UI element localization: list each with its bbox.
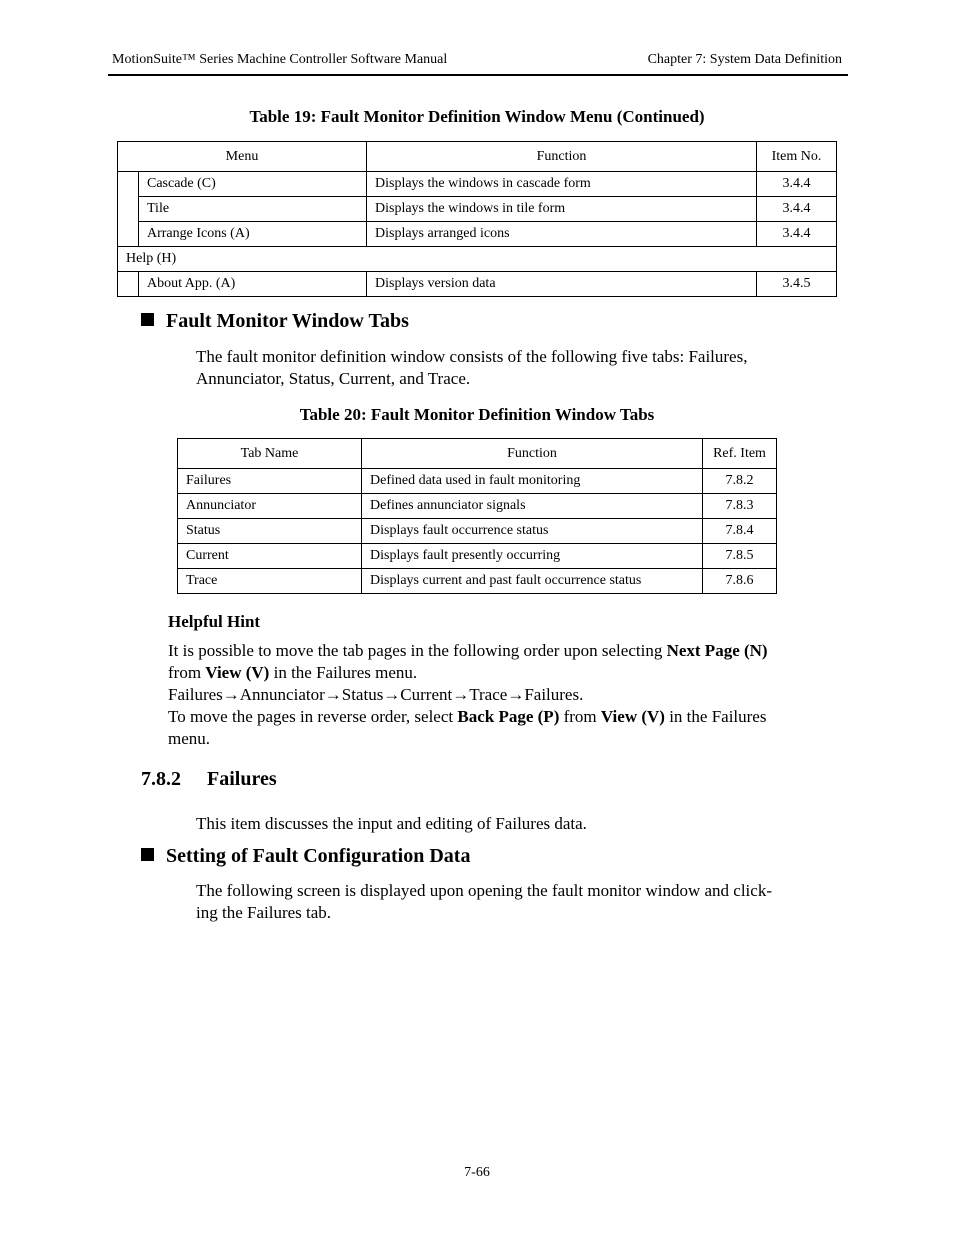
function-cell: Defines annunciator signals [362,494,703,519]
page-number: 7-66 [464,1165,490,1180]
section-heading-setting [141,845,470,868]
hint-text: from [559,707,601,726]
menu-cell: Cascade (C) [139,172,367,197]
hint-menu-command: View (V) [600,707,665,726]
table20-caption: Table 20: Fault Monitor Definition Window Tabs [299,405,655,424]
subsection-title: Failures [207,768,277,790]
hint-text: It is possible to move the tab pages in the following order upon selecting [168,641,667,660]
function-cell: Displays current and past fault occurrence status [362,569,703,594]
table19 [117,141,837,297]
subsection-number: 7.8.2 [141,768,181,790]
running-header-chapter: Chapter 7: System Data Definition [647,52,842,67]
hint-menu-command: Next Page (N) [666,641,768,660]
square-bullet-icon [141,313,154,326]
table-row [118,172,837,197]
section-title: Fault Monitor Window Tabs [166,310,409,332]
table-row [118,197,837,222]
paragraph-line: Annunciator, Status, Current, and Trace. [196,369,471,388]
menu-cell: Tile [139,197,367,222]
tab-name-cell: Status [178,519,362,544]
hint-line [168,662,848,684]
column-header-function: Function [362,439,703,469]
item-cell: 3.4.4 [757,197,837,222]
group-cell-help: Help (H) [118,247,837,272]
table-row [118,222,837,247]
hint-text: from [168,663,206,682]
ref-cell: 7.8.3 [703,494,777,519]
tab-name-cell: Annunciator [178,494,362,519]
column-header-menu: Menu [118,142,367,172]
hint-menu-command: Back Page (P) [457,707,560,726]
hint-title: Helpful Hint [168,612,261,631]
indent-cell [118,272,139,297]
ref-cell: 7.8.4 [703,519,777,544]
item-cell: 3.4.4 [757,222,837,247]
hint-menu-command: View (V) [205,663,270,682]
menu-cell: About App. (A) [139,272,367,297]
item-cell: 3.4.4 [757,172,837,197]
tab-name-cell: Current [178,544,362,569]
hint-text: in the Failures [664,707,767,726]
subsection-body: This item discusses the input and editing of Failures data. [196,814,587,833]
subsection-heading [141,768,277,791]
table20 [177,438,777,594]
column-header-function: Function [367,142,757,172]
hint-body [168,640,848,750]
column-header-ref-item: Ref. Item [703,439,777,469]
column-header-tab-name: Tab Name [178,439,362,469]
function-cell: Displays fault presently occurring [362,544,703,569]
paragraph-line: The following screen is displayed upon opening the fault monitor window and click- [196,881,772,900]
table-row [178,544,777,569]
paragraph-line: The fault monitor definition window consists of the following five tabs: Failures, [196,347,748,366]
table-row [178,519,777,544]
hint-line [168,706,848,728]
indent-cell [118,172,139,247]
function-cell: Displays version data [367,272,757,297]
ref-cell: 7.8.2 [703,469,777,494]
table-group-row [118,247,837,272]
section-tabs-body [196,346,747,390]
running-header-title: MotionSuite™ Series Machine Controller Software Manual [112,52,448,67]
section-setting-body [196,880,772,924]
hint-text: To move the pages in reverse order, select [168,707,458,726]
function-cell: Displays arranged icons [367,222,757,247]
column-header-item: Item No. [757,142,837,172]
function-cell: Defined data used in fault monitoring [362,469,703,494]
table-row [178,494,777,519]
function-cell: Displays the windows in tile form [367,197,757,222]
table-header-row [178,439,777,469]
menu-cell: Arrange Icons (A) [139,222,367,247]
hint-text: in the Failures menu. [269,663,418,682]
function-cell: Displays fault occurrence status [362,519,703,544]
table-header-row [118,142,837,172]
paragraph-line: ing the Failures tab. [196,903,332,922]
item-cell: 3.4.5 [757,272,837,297]
square-bullet-icon [141,848,154,861]
table-row [118,272,837,297]
function-cell: Displays the windows in cascade form [367,172,757,197]
section-heading-tabs [141,310,409,333]
tab-name-cell: Failures [178,469,362,494]
table-row [178,569,777,594]
table-row [178,469,777,494]
ref-cell: 7.8.5 [703,544,777,569]
table19-caption: Table 19: Fault Monitor Definition Window Menu (Continued) [249,107,705,126]
section-title: Setting of Fault Configuration Data [166,845,471,867]
ref-cell: 7.8.6 [703,569,777,594]
hint-line: menu. [168,729,211,748]
tab-name-cell: Trace [178,569,362,594]
hint-line [168,640,848,662]
hint-line: Failures→Annunciator→Status→Current→Trace→Failures. [168,685,584,704]
header-rule [108,74,848,76]
